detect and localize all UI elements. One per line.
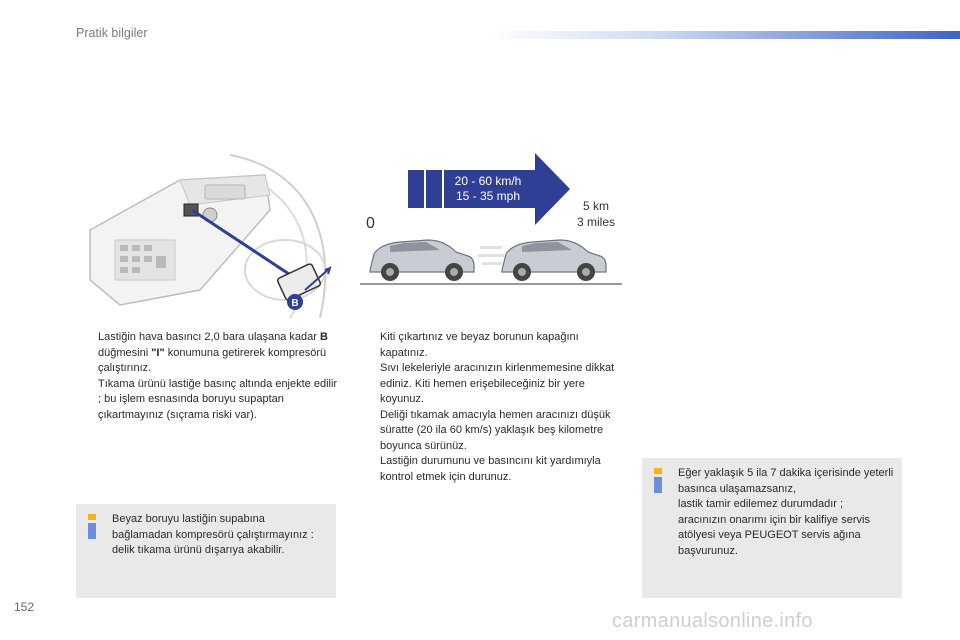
- info-paragraph: Eğer yaklaşık 5 ila 7 dakika içerisinde yeterli basınca ulaşamazsanız,: [678, 467, 894, 495]
- bullet-paragraph: Tıkama ürünü lastiğe basınç altında enjekte edilir ; bu işlem esnasında boruyu supaptan çıkartmayınız (sıçrama riski var).: [98, 377, 338, 421]
- text-run: konumuna getirerek kompresörü çalıştırınız.: [98, 346, 327, 374]
- bullet-paragraph: Deliği tıkamak amacıyla hemen aracınızı düşük süratte (20 ila 60 km/s) yaklaşık beş kilometre boyunca sürünüz.: [380, 408, 611, 452]
- text-run: Lastiğin hava basıncı 2,0 bara ulaşana kadar: [98, 331, 320, 343]
- compressor-kit-illustration: [80, 150, 338, 318]
- bullet-item: [362, 330, 624, 408]
- distance-km: 5 km: [582, 199, 610, 213]
- car-moving: [502, 240, 606, 281]
- bullet-paragraph: Lastiğin durumunu ve basıncını kit yardımıyla kontrol etmek için durunuz.: [380, 455, 601, 483]
- info-icon: [88, 514, 96, 539]
- info-paragraph: aracınızın onarımı için bir kalifiye servis atölyesi veya PEUGEOT servis ağına başvurunuz.: [678, 513, 870, 557]
- bullet-paragraph: [98, 330, 340, 377]
- motion-streaks: [478, 246, 504, 265]
- info-box-warning: [76, 504, 336, 598]
- info-paragraph: Beyaz boruyu lastiğin supabına bağlamadan kompresörü çalıştırmayınız : delik tıkama ürünü dışarıya akabilir.: [112, 513, 314, 556]
- distance-miles: 3 miles: [576, 215, 616, 229]
- car-start: [370, 240, 474, 281]
- header-accent-bar: [490, 31, 960, 39]
- bullet-item: [362, 454, 624, 485]
- info-paragraph: lastik tamir edilemez durumdadır ;: [678, 498, 844, 510]
- speed-bar-1: [408, 170, 424, 208]
- start-label: 0: [366, 215, 375, 232]
- key-label: B: [319, 331, 328, 343]
- compressor-kit-svg: [80, 150, 338, 318]
- speed-bar-2: [426, 170, 442, 208]
- position-label: "I": [151, 346, 165, 359]
- info-icon: [654, 468, 662, 493]
- bullet-item: [362, 408, 624, 455]
- info-box-repair: [642, 458, 902, 598]
- text-run: düğmesini: [98, 346, 152, 359]
- drive-speed-diagram: [360, 150, 622, 290]
- bullet-paragraph: Sıvı lekeleriyle aracınızın kirlenmemesine dikkat ediniz. Kiti hemen erişebileceğiniz bir yere koyunuz.: [380, 362, 615, 405]
- kit-gauge: [205, 185, 245, 199]
- page-section-title: Pratik bilgiler: [76, 26, 148, 40]
- speed-kmh: 20 - 60 km/h: [454, 174, 522, 188]
- instructions-middle: [362, 330, 624, 485]
- info-text: [112, 512, 328, 559]
- instructions-left: [80, 330, 340, 423]
- page-number: 152: [14, 600, 35, 614]
- speed-mph: 15 - 35 mph: [455, 189, 521, 203]
- watermark: carmanualsonline.info: [612, 610, 813, 632]
- info-text: [678, 466, 894, 559]
- label-b: B: [291, 298, 299, 309]
- bullet-paragraph: Kiti çıkartınız ve beyaz borunun kapağını kapatınız.: [380, 331, 579, 359]
- drive-speed-svg: [360, 150, 622, 290]
- bullet-item: [80, 330, 340, 423]
